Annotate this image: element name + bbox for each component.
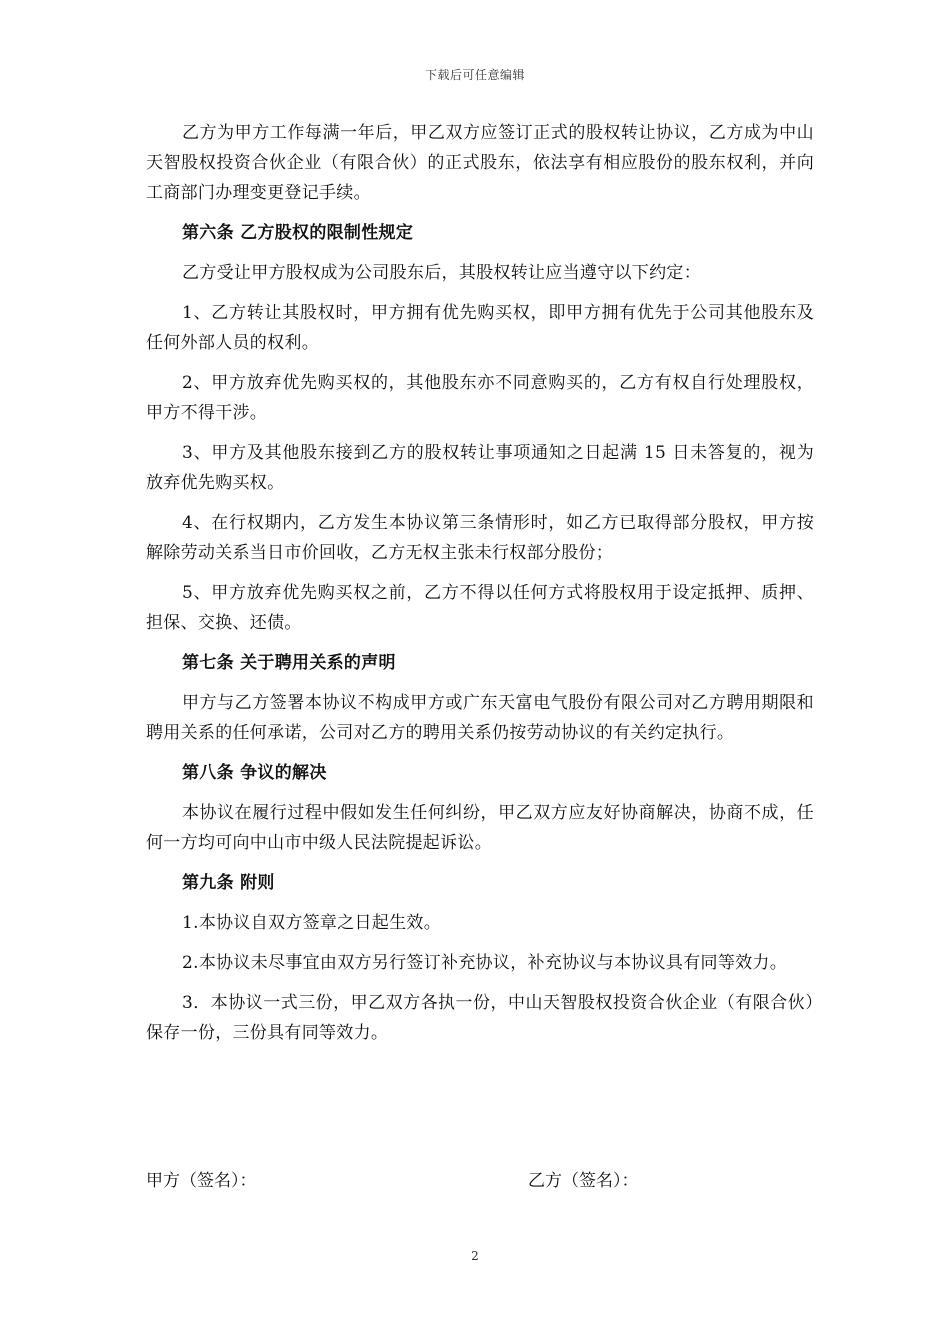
paragraph-article-9-item-2: 2.本协议未尽事宜由双方另行签订补充协议，补充协议与本协议具有同等效力。: [182, 953, 788, 973]
paragraph-article-8: 本协议在履行过程中假如发生任何纠纷，甲乙双方应友好协商解决，协商不成，任何一方均可向中山市中级人民法院提起诉讼。: [146, 803, 814, 853]
paragraph-article-6-item-5: 5、甲方放弃优先购买权之前，乙方不得以任何方式将股权用于设定抵押、质押、担保、交换、还债。: [146, 583, 814, 633]
heading-article-9: 第九条 附则: [182, 873, 275, 893]
heading-article-7: 第七条 关于聘用关系的声明: [182, 653, 396, 673]
party-b-signature-label: 乙方（签名）：: [528, 1171, 639, 1191]
paragraph-article-9-item-1: 1.本协议自双方签章之日起生效。: [182, 913, 442, 933]
paragraph-article-6-item-1: 1、乙方转让其股权时，甲方拥有优先购买权，即甲方拥有优先于公司其他股东及任何外部人员的权利。: [146, 303, 814, 353]
paragraph-article-6-item-2: 2、甲方放弃优先购买权的，其他股东亦不同意购买的，乙方有权自行处理股权，甲方不得干涉。: [146, 373, 814, 423]
page-number: 2: [471, 1249, 479, 1263]
document-body: [146, 118, 814, 1048]
paragraph-share-transfer-agreement: 乙方为甲方工作每满一年后，甲乙双方应签订正式的股权转让协议，乙方成为中山天智股权投资合伙企业（有限合伙）的正式股东，依法享有相应股份的股东权利，并向工商部门办理变更登记手续。: [146, 123, 814, 203]
heading-article-8: 第八条 争议的解决: [182, 763, 327, 783]
page-header: 下载后可任意编辑: [424, 68, 525, 82]
paragraph-article-9-item-3: 3．本协议一式三份，甲乙双方各执一份，中山天智股权投资合伙企业（有限合伙）保存一份，三份具有同等效力。: [146, 993, 814, 1043]
paragraph-article-7: 甲方与乙方签署本协议不构成甲方或广东天富电气股份有限公司对乙方聘用期限和聘用关系的任何承诺，公司对乙方的聘用关系仍按劳动协议的有关约定执行。: [146, 693, 814, 743]
paragraph-article-6-item-4: 4、在行权期内，乙方发生本协议第三条情形时，如乙方已取得部分股权，甲方按解除劳动关系当日市价回收，乙方无权主张未行权部分股份；: [146, 513, 814, 563]
party-a-signature-label: 甲方（签名）：: [146, 1171, 257, 1191]
paragraph-article-6-item-3: 3、甲方及其他股东接到乙方的股权转让事项通知之日起满 15 日未答复的，视为放弃优先购买权。: [146, 443, 814, 493]
paragraph-article-6-intro: 乙方受让甲方股权成为公司股东后，其股权转让应当遵守以下约定：: [182, 263, 701, 283]
heading-article-6: 第六条 乙方股权的限制性规定: [182, 223, 414, 243]
